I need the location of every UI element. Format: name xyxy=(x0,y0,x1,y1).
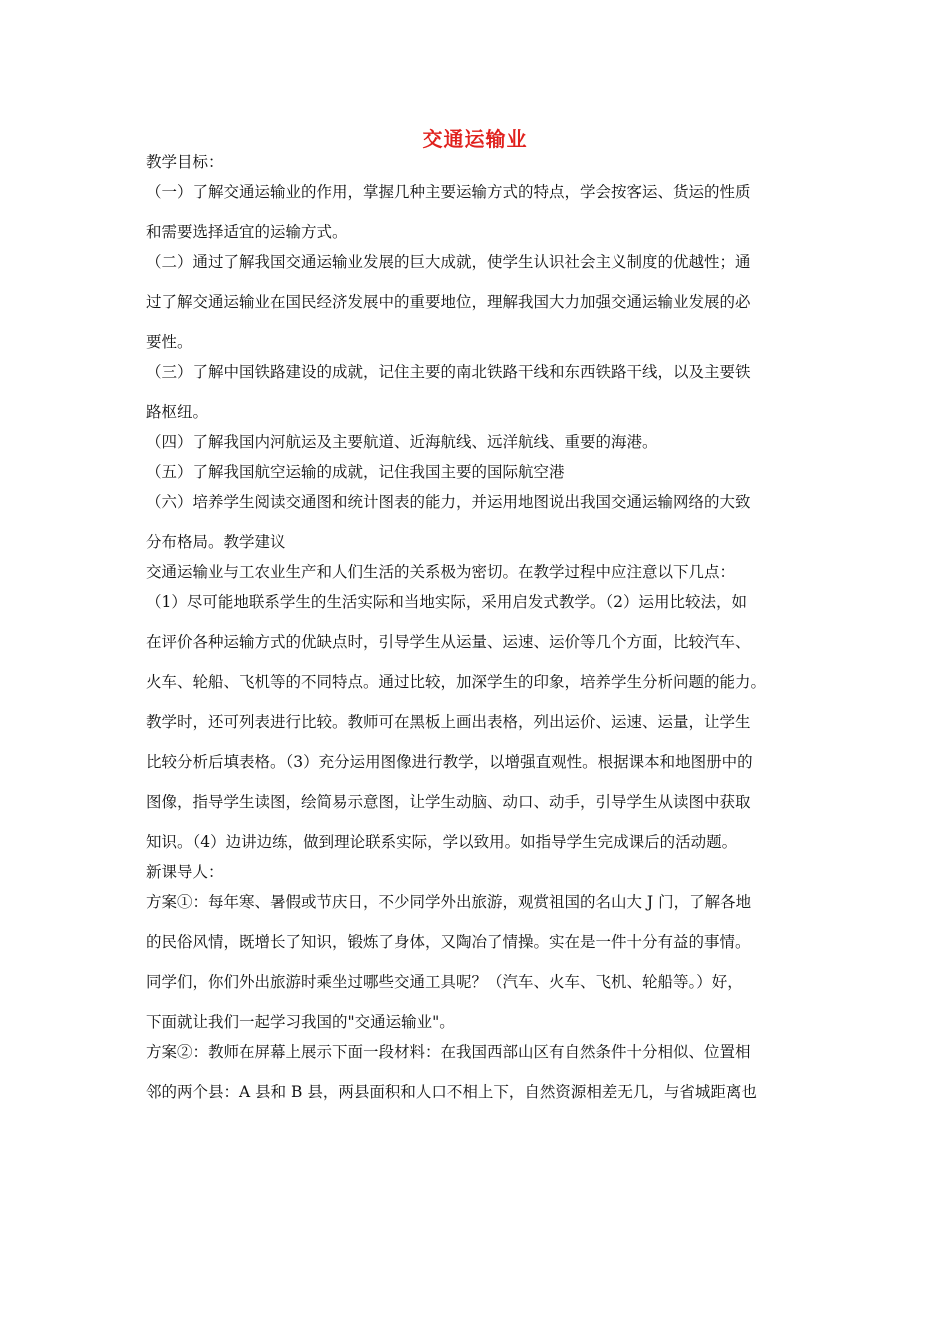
text-line: 方案①：每年寒、暑假或节庆日，不少同学外出旅游，观赏祖国的名山大 J 门，了解各地 xyxy=(146,893,752,911)
text-line: 图像，指导学生读图，绘简易示意图，让学生动脑、动口、动手，引导学生从读图中获取 xyxy=(146,793,751,811)
document-body xyxy=(146,150,810,1104)
text-line: 路枢纽。 xyxy=(146,403,209,421)
text-line: 交通运输业与工农业生产和人们生活的关系极为密切。在教学过程中应注意以下几点： xyxy=(146,563,736,581)
text-line: 方案②：教师在屏幕上展示下面一段材料：在我国西部山区有自然条件十分相似、位置相 xyxy=(146,1043,751,1061)
text-line: 过了解交通运输业在国民经济发展中的重要地位，理解我国大力加强交通运输业发展的必 xyxy=(146,293,751,311)
text-line: （五）了解我国航空运输的成就，记住我国主要的国际航空港 xyxy=(146,463,565,481)
text-line: 同学们，你们外出旅游时乘坐过哪些交通工具呢？（汽车、火车、飞机、轮船等。）好， xyxy=(146,973,743,991)
text-line: 教学目标： xyxy=(146,153,224,171)
text-line: 新课导人： xyxy=(146,863,224,881)
text-line: 和需要选择适宜的运输方式。 xyxy=(146,223,348,241)
text-line: 知识。（4）边讲边练，做到理论联系实际，学以致用。如指导学生完成课后的活动题。 xyxy=(146,833,738,851)
text-line: 教学时，还可列表进行比较。教师可在黑板上画出表格，列出运价、运速、运量，让学生 xyxy=(146,713,751,731)
text-line: 要性。 xyxy=(146,333,193,351)
text-line: （1）尽可能地联系学生的生活实际和当地实际，采用启发式教学。（2）运用比较法，如 xyxy=(146,593,747,611)
text-line: 在评价各种运输方式的优缺点时，引导学生从运量、运速、运价等几个方面，比较汽车、 xyxy=(146,633,751,651)
text-line: （六）培养学生阅读交通图和统计图表的能力，并运用地图说出我国交通运输网络的大致 xyxy=(146,493,751,511)
text-line: 火车、轮船、飞机等的不同特点。通过比较，加深学生的印象，培养学生分析问题的能力。 xyxy=(146,673,767,691)
text-line: 的民俗风情，既增长了知识，锻炼了身体，又陶冶了情操。实在是一件十分有益的事情。 xyxy=(146,933,751,951)
text-line: 邻的两个县：A 县和 B 县，两县面积和人口不相上下，自然资源相差无几，与省城距离也 xyxy=(146,1083,757,1101)
text-line: （四）了解我国内河航运及主要航道、近海航线、远洋航线、重要的海港。 xyxy=(146,433,658,451)
document-title: 交通运输业 xyxy=(422,127,528,151)
text-line: （二）通过了解我国交通运输业发展的巨大成就，使学生认识社会主义制度的优越性；通 xyxy=(146,253,751,271)
text-line: （一）了解交通运输业的作用，掌握几种主要运输方式的特点，学会按客运、货运的性质 xyxy=(146,183,751,201)
text-line: （三）了解中国铁路建设的成就，记住主要的南北铁路干线和东西铁路干线，以及主要铁 xyxy=(146,363,751,381)
text-line: 分布格局。教学建议 xyxy=(146,533,286,551)
text-line: 比较分析后填表格。（3）充分运用图像进行教学，以增强直观性。根据课本和地图册中的 xyxy=(146,753,753,771)
text-line: 下面就让我们一起学习我国的"交通运输业"。 xyxy=(146,1013,455,1031)
